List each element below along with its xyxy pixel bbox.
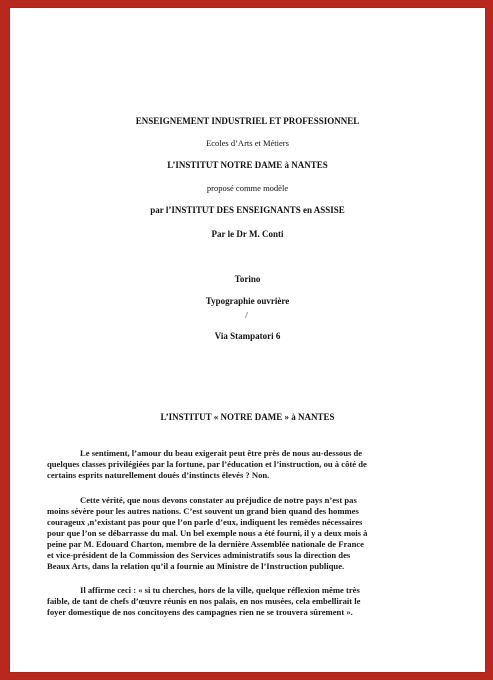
section-heading: L’INSTITUT « NOTRE DAME » à NANTES <box>160 412 335 422</box>
paragraph-line: pour que l’on se débarrasse du mal. Un bel exemple nous a été fourni, il y a deux mois à <box>47 528 368 538</box>
author-line: Par le Dr M. Conti <box>211 229 284 239</box>
paragraph-line: Beaux Arts, dans la relation qu’il a fournie au Ministre de l’Instruction publique. <box>47 561 345 571</box>
paragraph-line: certains esprits naturellement doués d’instincts élevés ? Non. <box>47 470 270 480</box>
paragraph-line: et vice-président de la Commission des Services administratifs sous la direction des <box>47 550 351 560</box>
paragraph-3 <box>47 585 465 618</box>
paragraph-line: moins sévère pour les autres nations. C’est souvent un grand bien quand des hommes <box>47 506 359 516</box>
paragraph-line: foyer domestique de nos concitoyens des campagnes rien ne se trouvera sûrement ». <box>47 607 353 617</box>
paragraph-2 <box>47 495 465 572</box>
title-line-3: L’INSTITUT NOTRE DAME à NANTES <box>167 160 328 170</box>
paragraph-line: peine par M. Edouard Charton, membre de la dernière Assemblée nationale de France <box>47 539 364 549</box>
title-line-2: Ecoles d’Arts et Métiers <box>206 138 289 148</box>
paragraph-line: courageux ,n’existant pas pour que l’on parle d’eux, indiquent les remèdes nécessaires <box>47 517 363 527</box>
document-page <box>10 8 485 672</box>
title-line-4: proposé comme modèle <box>206 183 289 193</box>
title-line-5: par l’INSTITUT DES ENSEIGNANTS en ASSISE <box>150 205 345 215</box>
paragraph-line: Il affirme ceci : « si tu cherches, hors de la ville, quelque réflexion même très <box>80 585 360 595</box>
title-line-1: ENSEIGNEMENT INDUSTRIEL ET PROFESSIONNEL <box>135 116 360 126</box>
pen-mark <box>245 312 252 318</box>
printer-line: Typographie ouvrière <box>205 296 290 306</box>
paragraph-1 <box>47 448 465 481</box>
address-line: Via Stampatori 6 <box>214 331 281 341</box>
paragraph-line: Cette vérité, que nous devons constater au préjudice de notre pays n’est pas <box>80 495 357 505</box>
city-line: Torino <box>234 274 261 284</box>
paragraph-line: faible, de tant de chefs d’œuvre réunis en nos palais, en nos musées, cela embellirait le <box>47 596 361 606</box>
paragraph-line: quelques classes privilégiées par la fortune, par l’éducation et l’instruction, ou à côté de <box>47 459 367 469</box>
paragraph-line: Le sentiment, l’amour du beau exigerait peut être près de nous au-dessous de <box>80 448 363 458</box>
